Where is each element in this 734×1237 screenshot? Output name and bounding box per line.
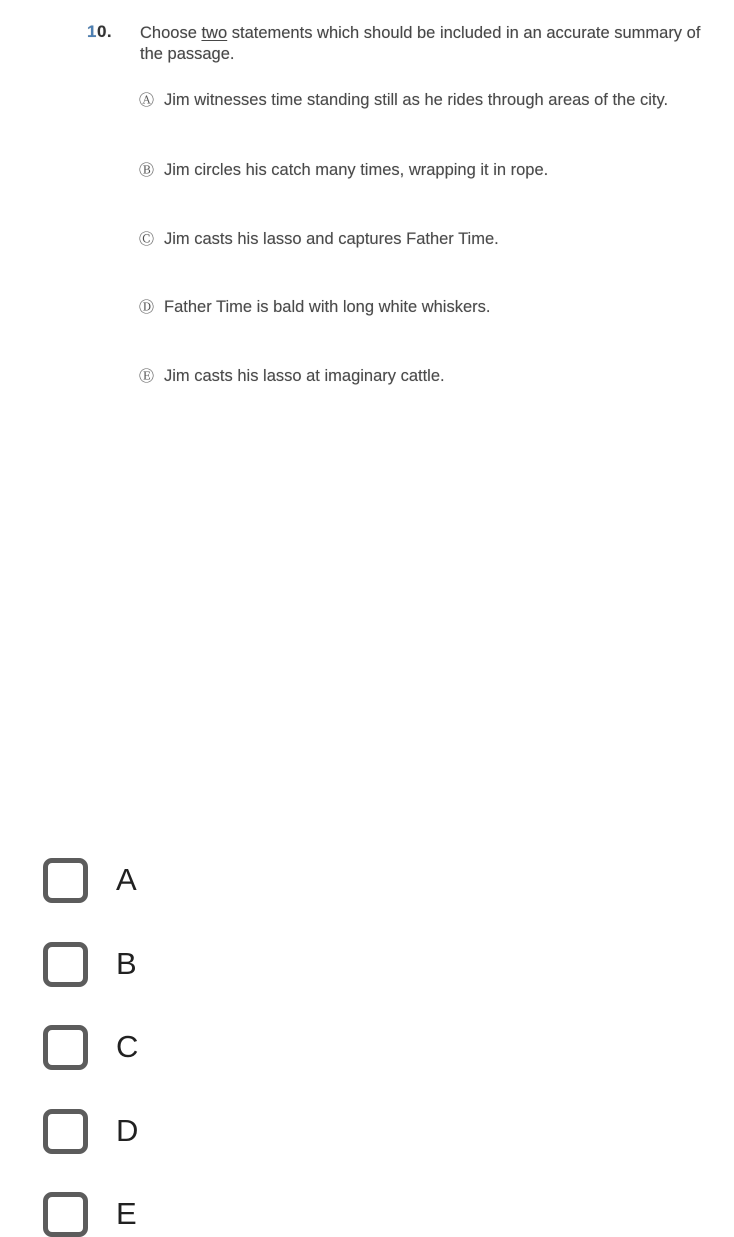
prompt-after: statements which should be included in an accurate summary of the passage.	[140, 24, 701, 63]
checkbox-a[interactable]	[43, 858, 88, 903]
statement-option-c-text: Jim casts his lasso and captures Father Time.	[164, 230, 499, 248]
checkbox-c-label: C	[116, 1029, 139, 1064]
choice-row-b[interactable]	[43, 941, 137, 987]
checkbox-e[interactable]	[43, 1192, 88, 1237]
question-number-rest: 0.	[96, 22, 113, 41]
prompt-before: Choose	[140, 24, 202, 42]
statement-option-d	[139, 297, 705, 318]
circled-letter-a-icon: Ⓐ	[139, 92, 155, 109]
question-section	[0, 0, 734, 420]
checkbox-a-label: A	[116, 862, 137, 897]
statement-option-c	[139, 229, 705, 250]
statement-option-d-text: Father Time is bald with long white whiskers.	[164, 298, 491, 316]
statement-option-e-text: Jim casts his lasso at imaginary cattle.	[164, 367, 445, 385]
choice-row-d[interactable]	[43, 1108, 138, 1154]
statement-option-a	[139, 90, 705, 111]
statement-option-e	[139, 366, 705, 387]
statement-option-b-text: Jim circles his catch many times, wrapping it in rope.	[164, 161, 549, 179]
statement-option-b	[139, 160, 705, 181]
prompt-underlined-word: two	[201, 24, 228, 42]
checkbox-d[interactable]	[43, 1109, 88, 1154]
circled-letter-e-icon: Ⓔ	[139, 368, 155, 385]
checkbox-c[interactable]	[43, 1025, 88, 1070]
circled-letter-d-icon: Ⓓ	[139, 299, 155, 316]
question-prompt	[140, 23, 708, 65]
checkbox-b-label: B	[116, 946, 137, 981]
question-number-accent-digit: 1	[87, 22, 97, 41]
choice-row-e[interactable]	[43, 1191, 137, 1237]
checkbox-b[interactable]	[43, 942, 88, 987]
question-number	[87, 22, 112, 42]
checkbox-e-label: E	[116, 1196, 137, 1231]
statement-option-a-text: Jim witnesses time standing still as he rides through areas of the city.	[164, 91, 669, 109]
choice-row-a[interactable]	[43, 857, 137, 903]
circled-letter-b-icon: Ⓑ	[139, 162, 155, 179]
answer-section	[0, 420, 734, 1231]
choice-row-c[interactable]	[43, 1024, 138, 1070]
checkbox-d-label: D	[116, 1113, 139, 1148]
circled-letter-c-icon: Ⓒ	[139, 231, 155, 248]
